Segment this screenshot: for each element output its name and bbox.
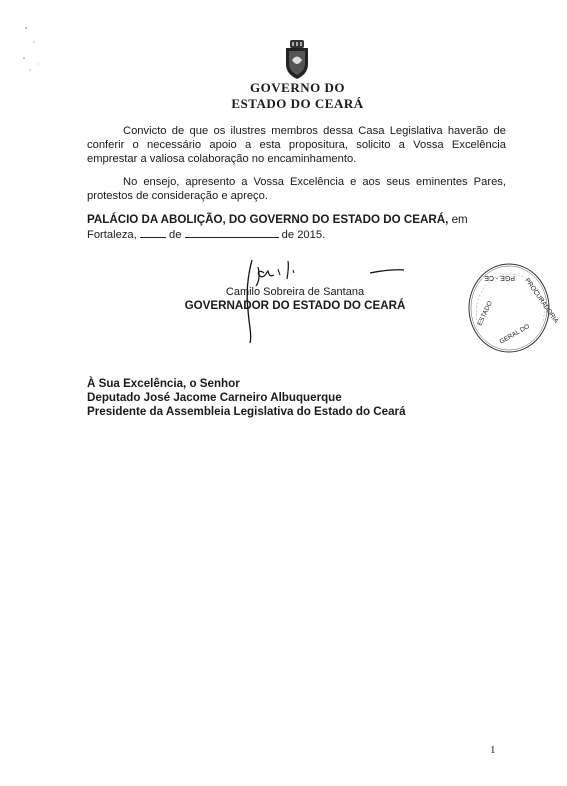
recipient-name: Deputado José Jacome Carneiro Albuquerque bbox=[87, 391, 342, 404]
date-line bbox=[87, 228, 325, 241]
city-label: Fortaleza, bbox=[87, 229, 137, 241]
year-label: de 2015. bbox=[281, 229, 326, 241]
signatory-name: Camilo Sobreira de Santana bbox=[225, 286, 365, 298]
palace-line: PALÁCIO DA ABOLIÇÃO, DO GOVERNO DO ESTADO DO CEARÁ, em bbox=[87, 213, 468, 226]
recipient-title: Presidente da Assembleia Legislativa do Estado do Ceará bbox=[87, 405, 406, 418]
body-paragraph-1: Convicto de que os ilustres membros dessa Casa Legislativa haverão de conferir o necessário apoio a esta propositura, solicito a Vossa Excelência emprestar a valiosa colaboração no encaminhamento. bbox=[87, 125, 506, 165]
month-blank bbox=[185, 228, 279, 238]
svg-text:ESTADO: ESTADO bbox=[476, 300, 494, 327]
svg-text:PGE - CE: PGE - CE bbox=[484, 274, 515, 281]
recipient-salutation: À Sua Excelência, o Senhor bbox=[87, 377, 240, 390]
letterhead-line-2: ESTADO DO CEARÁ bbox=[231, 96, 364, 111]
ceara-coat-of-arms-icon bbox=[280, 38, 314, 80]
de-label: de bbox=[168, 229, 182, 241]
letterhead-line-1: GOVERNO DO bbox=[250, 80, 345, 95]
pge-stamp bbox=[463, 260, 560, 356]
day-blank bbox=[140, 228, 166, 238]
svg-text:GERAL DO: GERAL DO bbox=[498, 322, 531, 346]
signatory-title: GOVERNADOR DO ESTADO DO CEARÁ bbox=[184, 299, 406, 312]
scan-specks bbox=[20, 20, 60, 90]
page-number: 1 bbox=[490, 744, 496, 756]
svg-text:PROCURADORIA: PROCURADORIA bbox=[523, 277, 560, 325]
body-paragraph-2: No ensejo, apresento a Vossa Excelência e aos seus eminentes Pares, protestos de consideração e apreço. bbox=[87, 176, 506, 202]
